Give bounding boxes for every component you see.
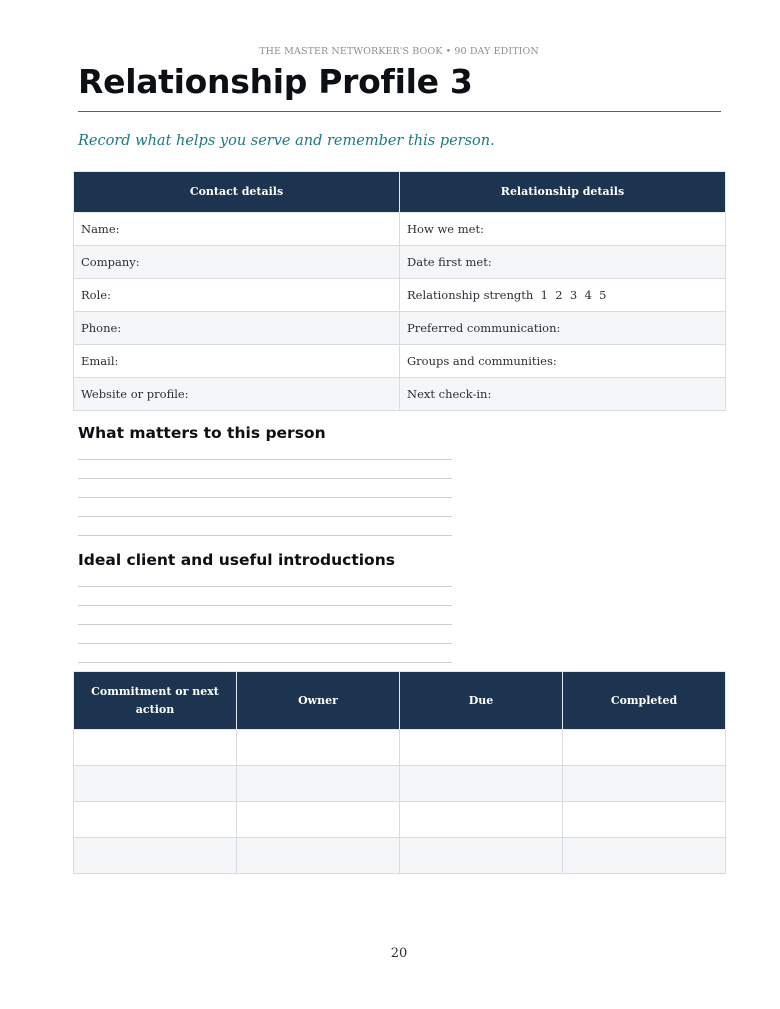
details-row (74, 246, 726, 279)
ideal-client-heading: Ideal client and useful introductions (78, 551, 395, 569)
running-head: THE MASTER NETWORKER'S BOOK • 90 DAY EDITION (259, 46, 539, 57)
due-cell[interactable] (400, 802, 563, 838)
completed-cell[interactable] (563, 730, 726, 766)
name-field[interactable]: Name: (74, 213, 400, 246)
company-field[interactable]: Company: (74, 246, 400, 279)
commitment-cell[interactable] (74, 838, 237, 874)
page-subtitle: Record what helps you serve and remember this person. (78, 133, 495, 149)
owner-cell[interactable] (237, 838, 400, 874)
completed-cell[interactable] (563, 766, 726, 802)
details-row (74, 378, 726, 411)
preferred-communication-field[interactable]: Preferred communication: (400, 312, 726, 345)
contact-details-header: Contact details (74, 172, 400, 213)
matters-write-line[interactable] (78, 478, 452, 479)
ideal-client-write-line[interactable] (78, 643, 452, 644)
owner-cell[interactable] (237, 802, 400, 838)
owner-cell[interactable] (237, 766, 400, 802)
role-field[interactable]: Role: (74, 279, 400, 312)
completed-cell[interactable] (563, 802, 726, 838)
details-row (74, 312, 726, 345)
commitment-row (74, 766, 726, 802)
matters-write-line[interactable] (78, 535, 452, 536)
relationship-details-header: Relationship details (400, 172, 726, 213)
commitment-cell[interactable] (74, 730, 237, 766)
ideal-client-write-line[interactable] (78, 586, 452, 587)
page-title: Relationship Profile 3 (78, 62, 473, 101)
phone-field[interactable]: Phone: (74, 312, 400, 345)
details-row (74, 345, 726, 378)
due-header: Due (400, 672, 563, 730)
website-profile-field[interactable]: Website or profile: (74, 378, 400, 411)
commitment-cell[interactable] (74, 802, 237, 838)
owner-header: Owner (237, 672, 400, 730)
matters-write-line[interactable] (78, 516, 452, 517)
ideal-client-write-line[interactable] (78, 624, 452, 625)
matters-write-line[interactable] (78, 497, 452, 498)
next-check-in-field[interactable]: Next check-in: (400, 378, 726, 411)
commitment-row (74, 802, 726, 838)
commitments-header-row (74, 672, 726, 730)
commitments-table (73, 671, 726, 874)
completed-header: Completed (563, 672, 726, 730)
matters-heading: What matters to this person (78, 424, 326, 442)
how-we-met-field[interactable]: How we met: (400, 213, 726, 246)
details-header-row (74, 172, 726, 213)
commitment-cell[interactable] (74, 766, 237, 802)
matters-write-line[interactable] (78, 459, 452, 460)
due-cell[interactable] (400, 838, 563, 874)
title-underline (78, 111, 721, 112)
commitment-row (74, 730, 726, 766)
commitment-header: Commitment or next action (74, 672, 237, 730)
details-row (74, 279, 726, 312)
completed-cell[interactable] (563, 838, 726, 874)
email-field[interactable]: Email: (74, 345, 400, 378)
ideal-client-write-line[interactable] (78, 662, 452, 663)
groups-communities-field[interactable]: Groups and communities: (400, 345, 726, 378)
commitment-row (74, 838, 726, 874)
due-cell[interactable] (400, 766, 563, 802)
details-row (74, 213, 726, 246)
date-first-met-field[interactable]: Date first met: (400, 246, 726, 279)
page-number: 20 (390, 946, 408, 961)
owner-cell[interactable] (237, 730, 400, 766)
relationship-strength-field[interactable]: Relationship strength 1 2 3 4 5 (400, 279, 726, 312)
details-table (73, 171, 726, 411)
ideal-client-write-line[interactable] (78, 605, 452, 606)
due-cell[interactable] (400, 730, 563, 766)
